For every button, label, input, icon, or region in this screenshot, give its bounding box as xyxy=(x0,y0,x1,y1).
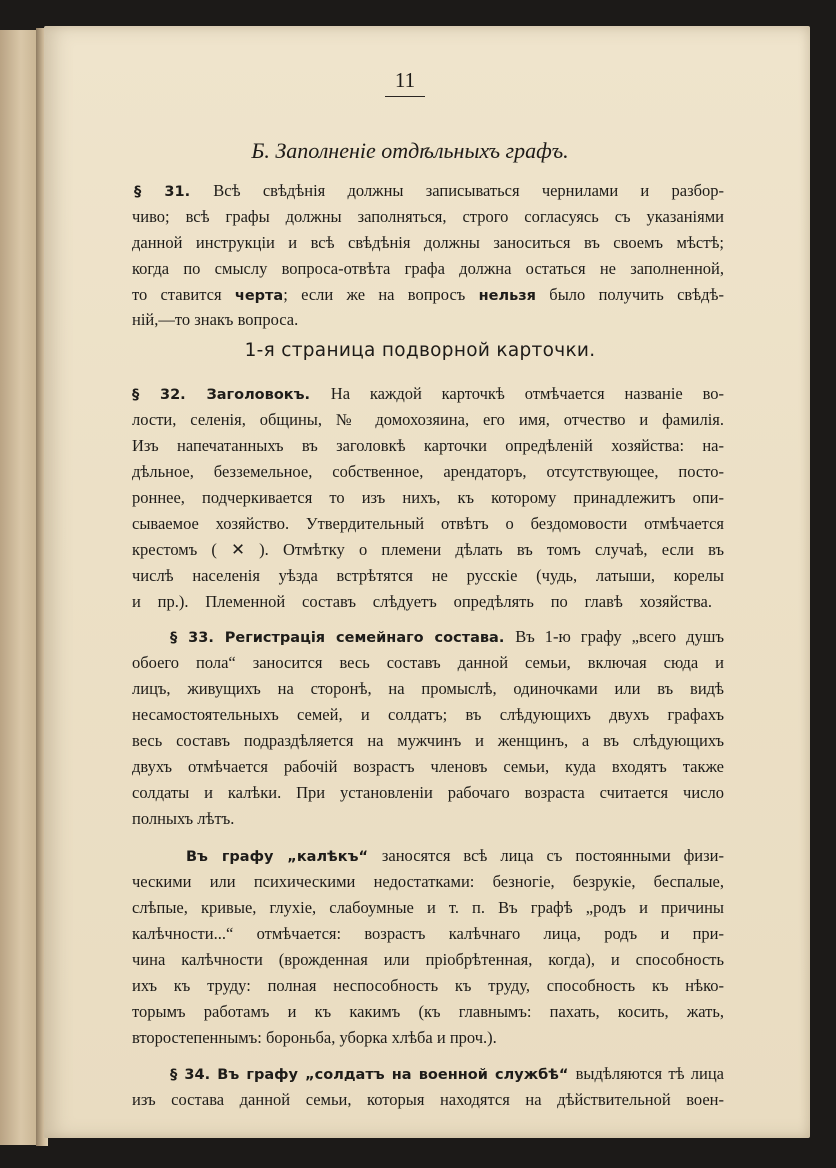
text-run: и пр.). Племенной составъ слѣдуетъ опредѣлять по главѣ хозяйства. xyxy=(132,592,712,611)
text-run: весь составъ подраздѣляется на мужчинъ и женщинъ, а въ слѣдующихъ xyxy=(132,731,724,750)
text-line xyxy=(132,285,724,306)
text-line xyxy=(132,924,724,944)
text-line xyxy=(132,705,724,725)
text-line xyxy=(132,207,724,227)
text-line xyxy=(132,592,712,612)
text-run: заносятся всѣ лица съ постоянными физи- xyxy=(381,846,724,865)
text-line xyxy=(132,436,724,456)
text-line xyxy=(132,757,724,777)
text-line xyxy=(132,462,724,482)
bold-term: § 32. Заголовокъ. xyxy=(132,387,331,403)
text-run: На каждой карточкѣ отмѣчается названiе во- xyxy=(330,384,725,403)
text-run: крестомъ ( ✕ ). Отмѣтку о племени дѣлать въ томъ случаѣ, если въ xyxy=(132,540,724,559)
text-run: дѣльное, безземельное, собственное, арендаторъ, отсутствующее, посто- xyxy=(132,462,724,481)
text-run: Въ 1-ю графу „всего душъ xyxy=(515,627,724,646)
text-line xyxy=(132,731,724,751)
text-run: числѣ населенiя уѣзда встрѣтятся не русскiе (чудь, латыши, корелы xyxy=(132,566,724,585)
page-number: 11 xyxy=(394,68,416,92)
text-line xyxy=(170,1064,724,1085)
text-line xyxy=(132,950,724,970)
text-run: Изъ напечатанныхъ въ заголовкѣ карточки опредѣленiй хозяйства: на- xyxy=(132,436,724,455)
text-line xyxy=(186,846,724,867)
text-line xyxy=(132,514,724,534)
text-run: изъ состава данной семьи, которыя находятся на дѣйствительной воен- xyxy=(132,1090,724,1109)
text-run: торымъ работамъ и къ какимъ (къ главнымъ: пахать, косить, жать, xyxy=(132,1002,724,1021)
text-run: то ставится xyxy=(132,285,235,304)
text-line xyxy=(132,259,724,279)
text-run: чина калѣчности (врожденная или прiобрѣтенная, когда), и способность xyxy=(132,950,724,969)
text-line xyxy=(134,181,724,202)
text-line xyxy=(132,679,724,699)
text-run: калѣчности...“ отмѣчается: возрастъ калѣчнаго лица, родъ и при- xyxy=(132,924,724,943)
bold-term: § 31. xyxy=(134,184,214,200)
text-line xyxy=(132,233,724,253)
bold-term: § 34. Въ графу „солдатъ на военной службѣ“ xyxy=(170,1067,576,1083)
text-run: чиво; всѣ графы должны заполняться, строго согласуясь съ указанiями xyxy=(132,207,724,226)
text-run: роннее, подчеркивается то изъ нихъ, къ которому принадлежитъ опи- xyxy=(132,488,724,507)
text-run: ческими или психическими недостатками: безногiе, безрукiе, беспалые, xyxy=(132,872,724,891)
page-number-rule xyxy=(385,96,425,97)
text-run: данной инструкцiи и всѣ свѣдѣнiя должны заноситься въ своемъ мѣстѣ; xyxy=(132,233,724,252)
facing-page-edge xyxy=(0,30,38,1145)
text-run: Всѣ свѣдѣнiя должны записываться чернилами и разбор- xyxy=(213,181,724,200)
text-line xyxy=(132,783,724,803)
bold-term: черта xyxy=(234,288,284,304)
section-title: Б. Заполненiе отдѣльныхъ графъ. xyxy=(251,138,569,163)
text-run: второстепеннымъ: бороньба, уборка хлѣба и проч.). xyxy=(132,1028,497,1047)
text-run: слѣпые, кривые, глухiе, слабоумные и т. п. Въ графѣ „родъ и причины xyxy=(132,898,724,917)
text-line xyxy=(132,872,724,892)
text-line xyxy=(132,566,724,586)
text-line xyxy=(132,310,432,330)
text-line xyxy=(170,627,724,648)
text-run: выдѣляются тѣ лица xyxy=(575,1064,724,1083)
text-run: лицъ, живущихъ на сторонѣ, на промыслѣ, одиночками или въ видѣ xyxy=(132,679,724,698)
text-line xyxy=(132,809,392,829)
sub-heading: 1-я страница подворной карточки. xyxy=(244,340,596,361)
text-line xyxy=(132,1028,572,1048)
text-run: ; если же на вопросъ xyxy=(283,285,479,304)
text-run: когда по смыслу вопроса-отвѣта графа должна остаться не заполненной, xyxy=(132,259,724,278)
text-run: сываемое хозяйство. Утвердительный отвѣтъ о бездомовости отмѣчается xyxy=(132,514,724,533)
text-line xyxy=(132,540,724,560)
text-run: было получить свѣдѣ- xyxy=(536,285,724,304)
text-line xyxy=(132,488,724,508)
text-line xyxy=(132,1002,724,1022)
text-line xyxy=(132,653,724,673)
text-line xyxy=(132,410,724,430)
text-run: обоего пола“ заносится весь составъ данной семьи, включая сюда и xyxy=(132,653,724,672)
text-run: двухъ отмѣчается рабочiй возрастъ членовъ семьи, куда входятъ также xyxy=(132,757,724,776)
text-run: ихъ къ труду: полная неспособность къ труду, способность къ нѣко- xyxy=(132,976,724,995)
bold-term: нельзя xyxy=(478,288,536,304)
text-run: солдаты и калѣки. При установленiи рабочаго возраста считается число xyxy=(132,783,724,802)
text-line xyxy=(132,976,724,996)
text-line xyxy=(132,898,724,918)
bold-term: Въ графу „калѣкъ“ xyxy=(186,849,382,865)
text-run: несамостоятельныхъ семей, и солдатъ; въ слѣдующихъ двухъ графахъ xyxy=(132,705,724,724)
text-line xyxy=(132,1090,724,1110)
text-run: нiй,—то знакъ вопроса. xyxy=(132,310,299,329)
bold-term: § 33. Регистрацiя семейнаго состава. xyxy=(170,630,516,646)
text-line xyxy=(132,384,724,405)
text-run: лости, селенiя, общины, № домохозяина, его имя, отчество и фамилiя. xyxy=(132,410,724,429)
text-run: полныхъ лѣтъ. xyxy=(132,809,235,828)
